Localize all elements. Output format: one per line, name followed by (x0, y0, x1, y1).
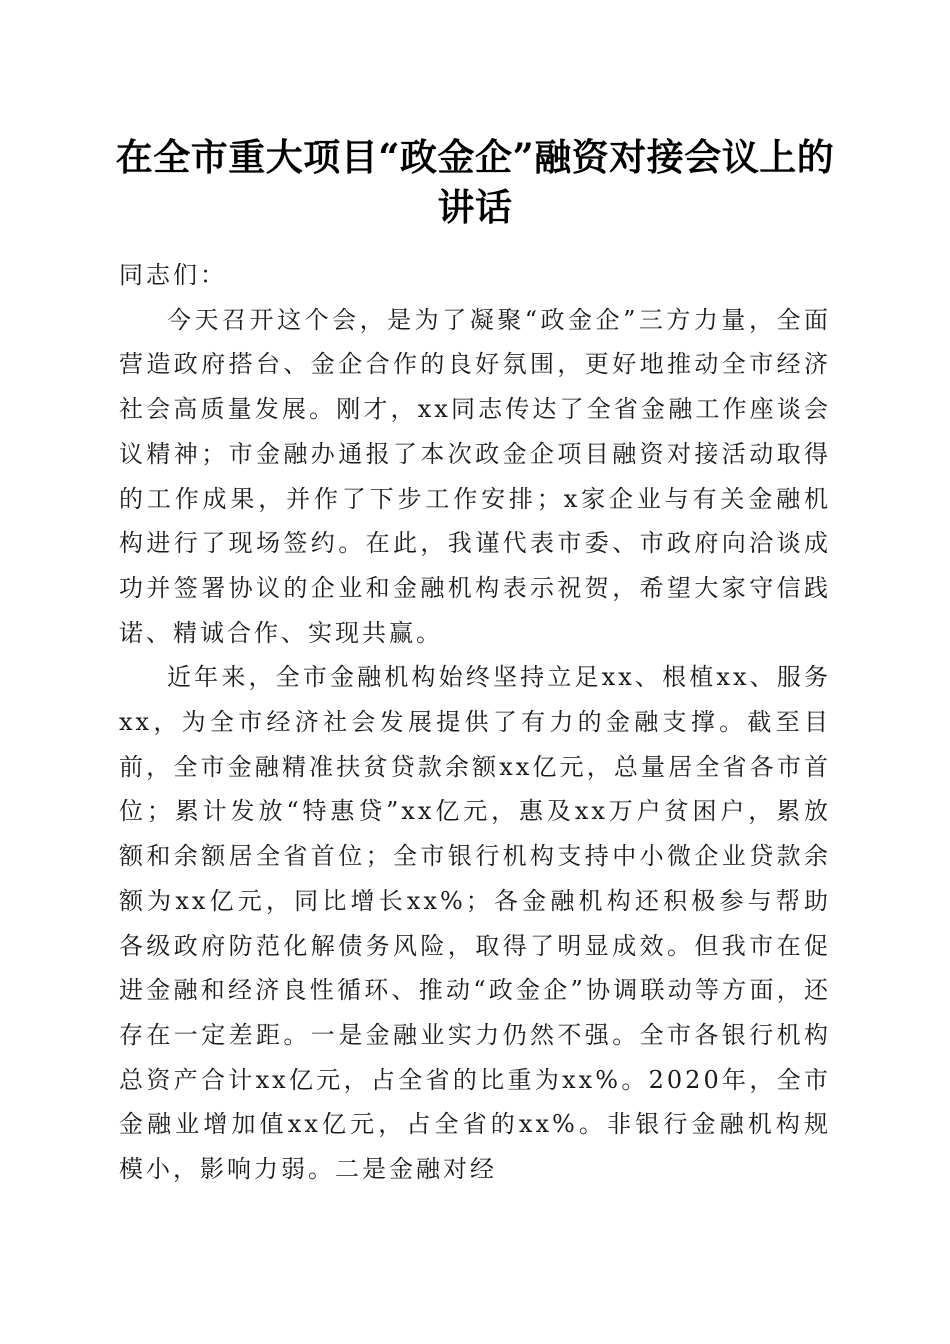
document-body (119, 253, 831, 1192)
salutation: 同志们： (119, 261, 227, 289)
document-title: 在全市重大项目“政金企”融资对接会议上的讲话 (115, 135, 835, 229)
paragraph: 今天召开这个会，是为了凝聚“政金企”三方力量，全面营造政府搭台、金企合作的良好氛围，更好地推动全市经济社会高质量发展。刚才，xx同志传达了全省金融工作座谈会议精神；市金融办通报了本次政金企项目融资对接活动取得的工作成果，并作了下步工作安排；x家企业与有关金融机构进行了现场签约。在此，我谨代表市委、市政府向洽谈成功并签署协议的企业和金融机构表示祝贺，希望大家守信践诺、精诚合作、实现共赢。 (119, 305, 831, 647)
paragraph: 近年来，全市金融机构始终坚持立足xx、根植xx、服务xx，为全市经济社会发展提供了有力的金融支撑。截至目前，全市金融精准扶贫贷款余额xx亿元，总量居全省各市首位；累计发放“特惠贷”xx亿元，惠及xx万户贫困户，累放额和余额居全省首位；全市银行机构支持中小微企业贷款余额为xx亿元，同比增长xx%；各金融机构还积极参与帮助各级政府防范化解债务风险，取得了明显成效。但我市在促进金融和经济良性循环、推动“政金企”协调联动等方面，还存在一定差距。一是金融业实力仍然不强。全市各银行机构总资产合计xx亿元，占全省的比重为xx%。2020年，全市金融业增加值xx亿元，占全省的xx%。非银行金融机构规模小，影响力弱。二是金融对经 (119, 663, 831, 1184)
